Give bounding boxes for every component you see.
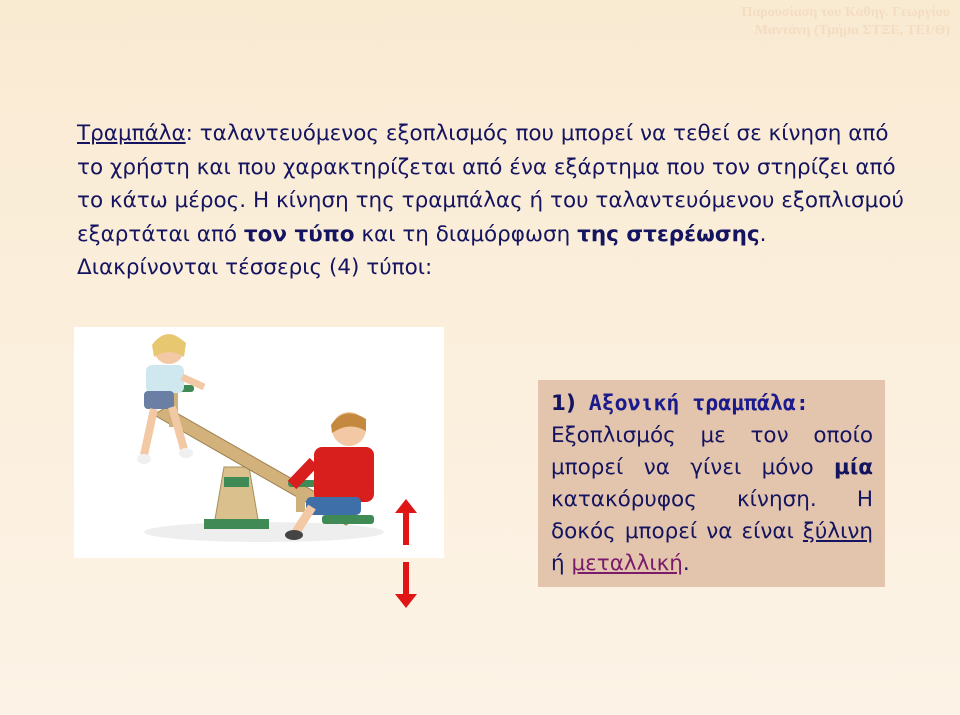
definition-part-3: . Διακρίνονται τέσσερις (4) τύποι: — [77, 221, 767, 280]
credit-line-2: Μαντάνη (Τμήμα ΣΤΞΕ, ΤΕΙ/Θ) — [754, 23, 950, 38]
definition-part-2: και τη διαμόρφωση — [354, 221, 578, 247]
seesaw-illustration — [74, 327, 444, 558]
infobox-emphasis: μία — [834, 455, 873, 480]
infobox-text-1: Εξοπλισμός με τον οποίο μπορεί να γίνει μόνο — [551, 423, 873, 480]
axial-seesaw-box — [538, 380, 885, 587]
presenter-credit — [690, 4, 950, 40]
arrow-up-icon — [393, 497, 419, 547]
infobox-description — [551, 420, 873, 580]
wooden-link[interactable]: ξύλινη — [802, 519, 873, 544]
infobox-title — [551, 388, 873, 420]
metal-link[interactable]: μεταλλική — [571, 551, 683, 576]
arrow-down-icon — [393, 560, 419, 610]
infobox-text-4: . — [682, 551, 690, 576]
definition-part-1: : ταλαντευόμενος εξοπλισμός που μπορεί να τεθεί σε κίνηση από το χρήστη και που χαρακτηρίζεται από ένα εξάρτημα που τον στηρίζει από το κάτω μέρος. Η κίνηση της τραμπάλας ή του ταλαντευόμενου εξοπλισμού εξαρτάται από — [77, 121, 904, 247]
infobox-heading: Αξονική τραμπάλα — [588, 391, 796, 416]
seesaw-photo — [74, 327, 444, 558]
credit-line-1: Παρουσίαση του Καθηγ. Γεωργίου — [741, 5, 950, 20]
emphasis-type: τον τύπο — [243, 221, 355, 247]
infobox-text-3: ή — [551, 551, 572, 576]
infobox-colon: : — [795, 391, 809, 416]
emphasis-mounting: της στερέωσης — [577, 221, 760, 247]
infobox-text-2: κατακόρυφος κίνηση. Η δοκός μπορεί να είναι — [551, 487, 873, 544]
item-number: 1) — [551, 391, 576, 416]
definition-paragraph — [77, 117, 907, 285]
term-title: Τραμπάλα — [77, 121, 186, 146]
